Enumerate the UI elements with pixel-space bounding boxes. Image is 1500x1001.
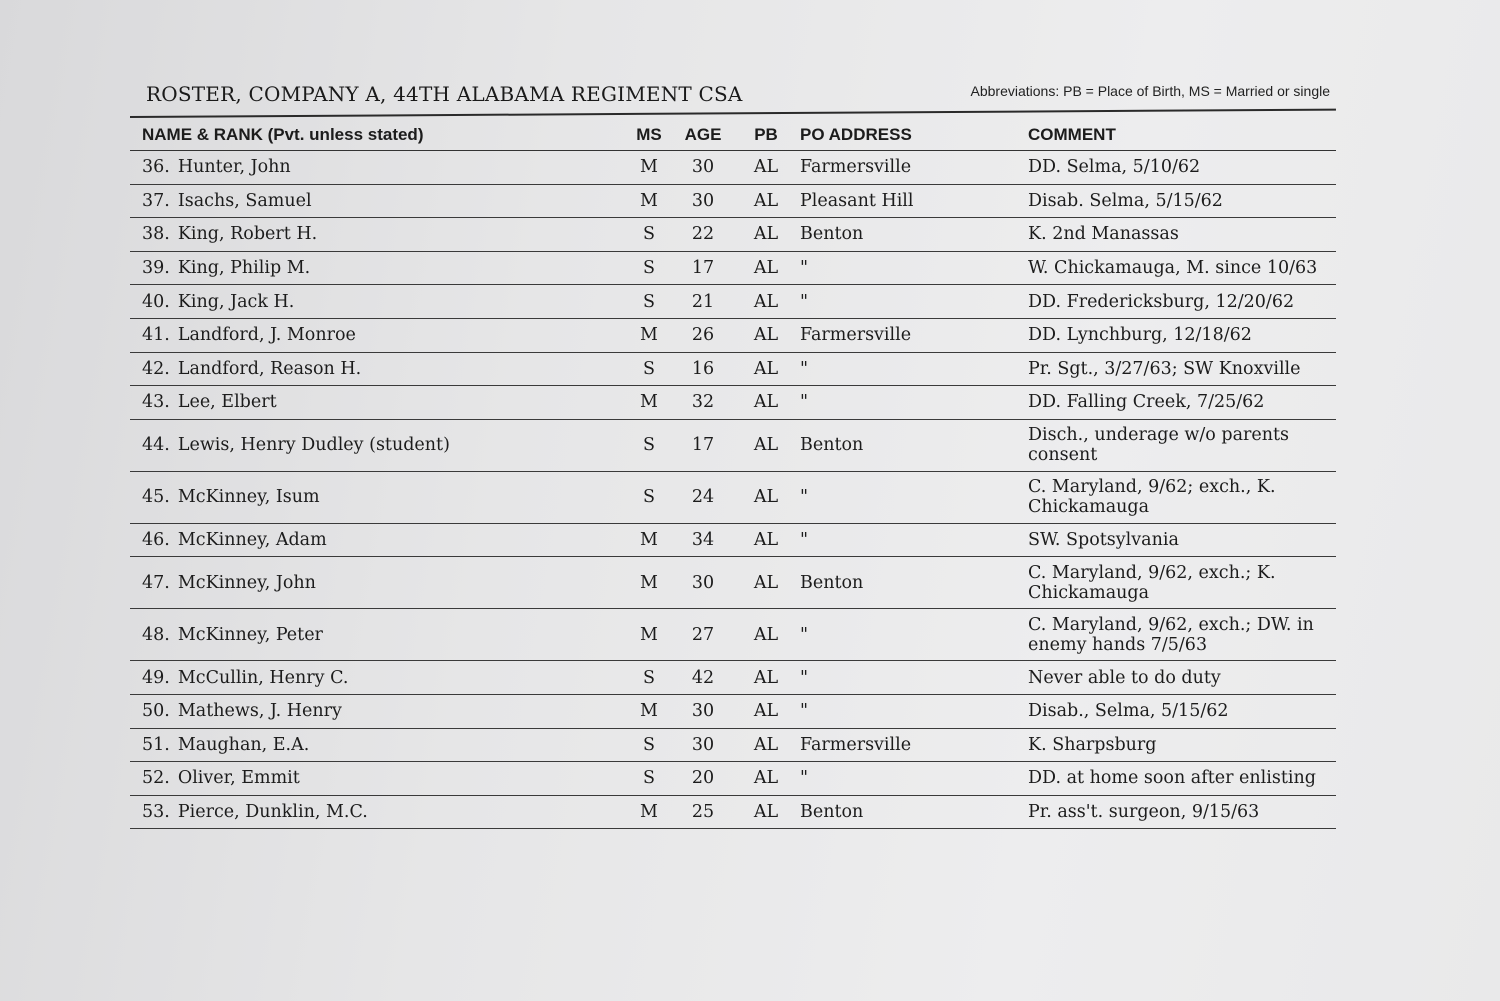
row-number: 42. xyxy=(142,358,170,379)
soldier-name: McKinney, John xyxy=(177,572,316,593)
row-number: 53. xyxy=(142,802,170,823)
table-row xyxy=(130,661,1336,695)
po-address-cell: " xyxy=(794,471,1026,523)
pb-cell: AL xyxy=(738,285,794,319)
age-cell: 30 xyxy=(668,151,738,185)
ms-cell: M xyxy=(630,694,668,728)
po-address-cell: Benton xyxy=(794,795,1026,829)
soldier-name: Landford, J. Monroe xyxy=(177,325,356,346)
pb-cell: AL xyxy=(738,795,794,829)
comment-cell: Pr. Sgt., 3/27/63; SW Knoxville xyxy=(1026,352,1336,386)
age-cell: 17 xyxy=(668,251,738,285)
ms-cell: S xyxy=(630,762,668,796)
po-address-cell: Farmersville xyxy=(794,151,1026,185)
ms-cell: S xyxy=(630,218,668,252)
row-number: 39. xyxy=(142,258,170,279)
comment-cell: DD. Selma, 5/10/62 xyxy=(1026,151,1336,185)
soldier-name: Lewis, Henry Dudley (student) xyxy=(177,435,450,456)
row-number: 43. xyxy=(142,392,170,413)
table-row xyxy=(130,285,1336,319)
ms-cell: M xyxy=(630,386,668,420)
pb-cell: AL xyxy=(738,218,794,252)
table-row xyxy=(130,218,1336,252)
table-row xyxy=(130,419,1336,471)
comment-cell: W. Chickamauga, M. since 10/63 xyxy=(1026,251,1336,285)
age-cell: 22 xyxy=(668,218,738,252)
pb-cell: AL xyxy=(738,251,794,285)
soldier-name: McCullin, Henry C. xyxy=(177,667,349,688)
name-cell xyxy=(130,285,630,319)
ms-cell: S xyxy=(630,285,668,319)
column-header-po-address: PO ADDRESS xyxy=(794,120,1026,151)
pb-cell: AL xyxy=(738,609,794,661)
table-row xyxy=(130,151,1336,185)
page-title: ROSTER, COMPANY A, 44TH ALABAMA REGIMENT CSA xyxy=(146,82,743,106)
soldier-name: McKinney, Adam xyxy=(177,530,327,551)
soldier-name: Isachs, Samuel xyxy=(177,190,312,211)
table-row xyxy=(130,694,1336,728)
ms-cell: M xyxy=(630,151,668,185)
ms-cell: S xyxy=(630,728,668,762)
po-address-cell: " xyxy=(794,386,1026,420)
po-address-cell: Farmersville xyxy=(794,318,1026,352)
age-cell: 20 xyxy=(668,762,738,796)
soldier-name: Hunter, John xyxy=(177,157,291,178)
po-address-cell: " xyxy=(794,285,1026,319)
row-number: 41. xyxy=(142,325,170,346)
row-number: 36. xyxy=(142,157,170,178)
soldier-name: King, Philip M. xyxy=(177,258,311,279)
column-header-pb: PB xyxy=(738,120,794,151)
table-row xyxy=(130,609,1336,661)
ms-cell: S xyxy=(630,251,668,285)
soldier-name: McKinney, Peter xyxy=(177,624,323,645)
comment-cell: Disab. Selma, 5/15/62 xyxy=(1026,184,1336,218)
table-row xyxy=(130,318,1336,352)
pb-cell: AL xyxy=(738,762,794,796)
soldier-name: Maughan, E.A. xyxy=(177,734,310,755)
ms-cell: S xyxy=(630,471,668,523)
pb-cell: AL xyxy=(738,557,794,609)
row-number: 52. xyxy=(142,768,170,789)
po-address-cell: " xyxy=(794,694,1026,728)
ms-cell: S xyxy=(630,419,668,471)
age-cell: 24 xyxy=(668,471,738,523)
pb-cell: AL xyxy=(738,523,794,557)
po-address-cell: " xyxy=(794,523,1026,557)
comment-cell: DD. Lynchburg, 12/18/62 xyxy=(1026,318,1336,352)
row-number: 38. xyxy=(142,224,170,245)
table-row xyxy=(130,557,1336,609)
age-cell: 17 xyxy=(668,419,738,471)
pb-cell: AL xyxy=(738,352,794,386)
comment-cell: K. 2nd Manassas xyxy=(1026,218,1336,252)
soldier-name: Landford, Reason H. xyxy=(177,358,362,379)
table-row xyxy=(130,523,1336,557)
name-cell xyxy=(130,352,630,386)
age-cell: 16 xyxy=(668,352,738,386)
row-number: 44. xyxy=(142,435,170,456)
age-cell: 26 xyxy=(668,318,738,352)
comment-cell: C. Maryland, 9/62; exch., K. Chickamauga xyxy=(1026,471,1336,523)
table-row xyxy=(130,728,1336,762)
pb-cell: AL xyxy=(738,386,794,420)
column-header-name: NAME & RANK (Pvt. unless stated) xyxy=(130,120,630,151)
abbreviations-note: Abbreviations: PB = Place of Birth, MS = Married or single xyxy=(970,83,1330,99)
age-cell: 27 xyxy=(668,609,738,661)
row-number: 40. xyxy=(142,291,170,312)
pb-cell: AL xyxy=(738,728,794,762)
pb-cell: AL xyxy=(738,419,794,471)
ms-cell: M xyxy=(630,184,668,218)
name-cell xyxy=(130,557,630,609)
name-cell xyxy=(130,184,630,218)
po-address-cell: Benton xyxy=(794,218,1026,252)
name-cell xyxy=(130,471,630,523)
name-cell xyxy=(130,151,630,185)
name-cell xyxy=(130,251,630,285)
comment-cell: K. Sharpsburg xyxy=(1026,728,1336,762)
table-row xyxy=(130,762,1336,796)
name-cell xyxy=(130,523,630,557)
name-cell xyxy=(130,694,630,728)
po-address-cell: " xyxy=(794,352,1026,386)
age-cell: 30 xyxy=(668,557,738,609)
comment-cell: C. Maryland, 9/62, exch.; DW. in enemy hands 7/5/63 xyxy=(1026,609,1336,661)
soldier-name: Oliver, Emmit xyxy=(177,768,300,789)
row-number: 49. xyxy=(142,667,170,688)
row-number: 37. xyxy=(142,190,170,211)
age-cell: 30 xyxy=(668,184,738,218)
pb-cell: AL xyxy=(738,694,794,728)
soldier-name: Mathews, J. Henry xyxy=(177,701,342,722)
table-row xyxy=(130,251,1336,285)
po-address-cell: " xyxy=(794,609,1026,661)
name-cell xyxy=(130,762,630,796)
header xyxy=(130,76,1336,114)
ms-cell: M xyxy=(630,523,668,557)
ms-cell: M xyxy=(630,609,668,661)
pb-cell: AL xyxy=(738,151,794,185)
table-row xyxy=(130,386,1336,420)
row-number: 47. xyxy=(142,572,170,593)
comment-cell: DD. at home soon after enlisting xyxy=(1026,762,1336,796)
name-cell xyxy=(130,728,630,762)
comment-cell: DD. Falling Creek, 7/25/62 xyxy=(1026,386,1336,420)
age-cell: 30 xyxy=(668,728,738,762)
name-cell xyxy=(130,419,630,471)
comment-cell: Pr. ass't. surgeon, 9/15/63 xyxy=(1026,795,1336,829)
name-cell xyxy=(130,318,630,352)
po-address-cell: " xyxy=(794,661,1026,695)
comment-cell: C. Maryland, 9/62, exch.; K. Chickamauga xyxy=(1026,557,1336,609)
pb-cell: AL xyxy=(738,184,794,218)
ms-cell: S xyxy=(630,661,668,695)
name-cell xyxy=(130,386,630,420)
po-address-cell: Benton xyxy=(794,419,1026,471)
pb-cell: AL xyxy=(738,471,794,523)
ms-cell: M xyxy=(630,795,668,829)
po-address-cell: Farmersville xyxy=(794,728,1026,762)
column-header-comment: COMMENT xyxy=(1026,120,1336,151)
column-header-ms: MS xyxy=(630,120,668,151)
soldier-name: McKinney, Isum xyxy=(177,487,320,508)
po-address-cell: " xyxy=(794,762,1026,796)
age-cell: 34 xyxy=(668,523,738,557)
table-row xyxy=(130,795,1336,829)
po-address-cell: Benton xyxy=(794,557,1026,609)
soldier-name: King, Robert H. xyxy=(177,224,318,245)
name-cell xyxy=(130,661,630,695)
age-cell: 42 xyxy=(668,661,738,695)
name-cell xyxy=(130,795,630,829)
column-header-age: AGE xyxy=(668,120,738,151)
name-cell xyxy=(130,609,630,661)
row-number: 50. xyxy=(142,701,170,722)
age-cell: 32 xyxy=(668,386,738,420)
soldier-name: King, Jack H. xyxy=(177,291,295,312)
name-cell xyxy=(130,218,630,252)
age-cell: 30 xyxy=(668,694,738,728)
row-number: 45. xyxy=(142,487,170,508)
roster-body xyxy=(130,151,1336,829)
soldier-name: Lee, Elbert xyxy=(177,392,277,413)
row-number: 46. xyxy=(142,530,170,551)
soldier-name: Pierce, Dunklin, M.C. xyxy=(177,802,368,823)
po-address-cell: " xyxy=(794,251,1026,285)
pb-cell: AL xyxy=(738,661,794,695)
row-number: 51. xyxy=(142,734,170,755)
comment-cell: Never able to do duty xyxy=(1026,661,1336,695)
roster-table xyxy=(130,120,1336,829)
age-cell: 25 xyxy=(668,795,738,829)
comment-cell: Disch., underage w/o parents consent xyxy=(1026,419,1336,471)
comment-cell: Disab., Selma, 5/15/62 xyxy=(1026,694,1336,728)
table-row xyxy=(130,471,1336,523)
table-row xyxy=(130,352,1336,386)
ms-cell: S xyxy=(630,352,668,386)
age-cell: 21 xyxy=(668,285,738,319)
pb-cell: AL xyxy=(738,318,794,352)
roster-page xyxy=(130,76,1336,823)
row-number: 48. xyxy=(142,624,170,645)
ms-cell: M xyxy=(630,318,668,352)
po-address-cell: Pleasant Hill xyxy=(794,184,1026,218)
comment-cell: DD. Fredericksburg, 12/20/62 xyxy=(1026,285,1336,319)
ms-cell: M xyxy=(630,557,668,609)
comment-cell: SW. Spotsylvania xyxy=(1026,523,1336,557)
table-row xyxy=(130,184,1336,218)
table-header-row xyxy=(130,120,1336,151)
